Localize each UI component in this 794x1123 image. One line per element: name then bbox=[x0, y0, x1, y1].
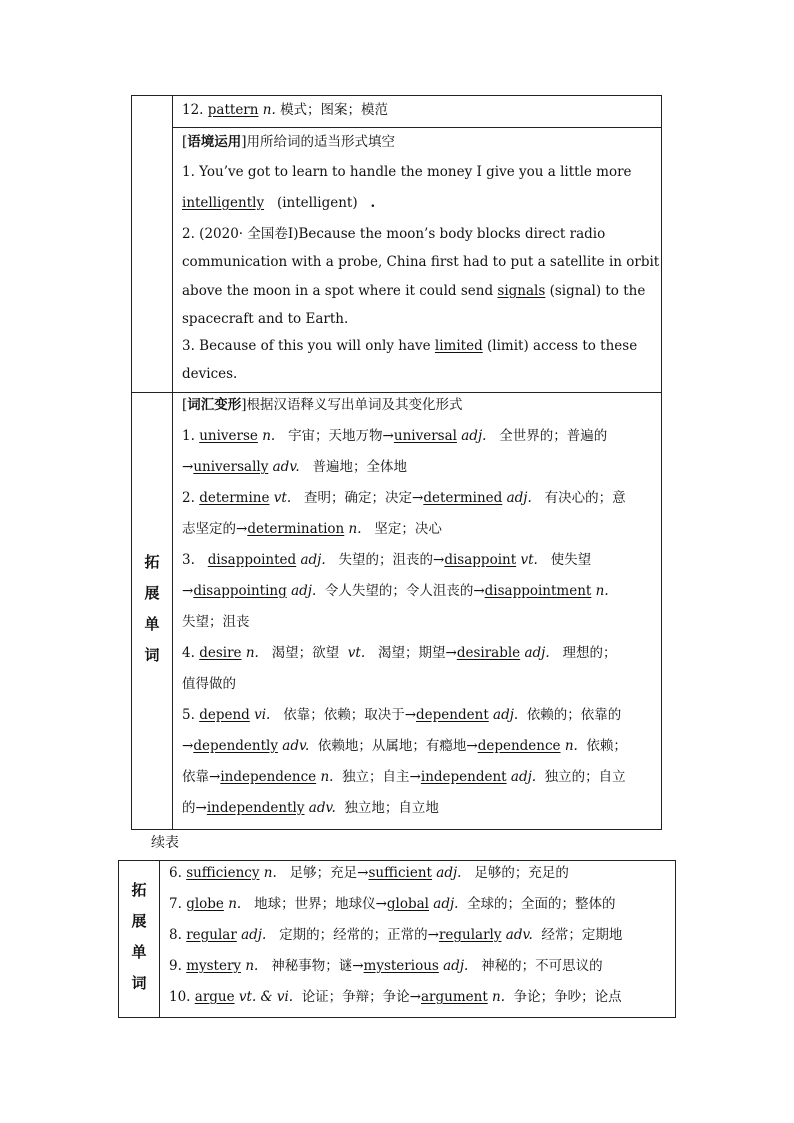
section-header-vocab bbox=[182, 396, 463, 414]
meaning: 理想的； bbox=[562, 645, 617, 661]
part-of-speech: adj. bbox=[436, 865, 462, 881]
answer-word: determined bbox=[423, 490, 503, 506]
meaning: 渴望；期望→ bbox=[378, 645, 457, 661]
answer-blank: intelligently bbox=[182, 195, 265, 211]
bracket: [ bbox=[182, 397, 188, 413]
answer-word: regular bbox=[186, 927, 237, 943]
vocab-2-line-2 bbox=[182, 520, 442, 538]
part-of-speech: n. bbox=[262, 102, 276, 118]
part-of-speech: vt. bbox=[347, 645, 366, 661]
answer-word: independently bbox=[206, 800, 305, 816]
side-label-char: 展 bbox=[144, 584, 160, 602]
part-of-speech: n. bbox=[228, 896, 242, 912]
vocab-8 bbox=[169, 926, 622, 944]
meaning: 依赖； bbox=[586, 738, 627, 754]
part-of-speech: adj. bbox=[461, 428, 487, 444]
meaning: 足够的；充足的 bbox=[474, 865, 569, 881]
meaning: 全球的；全面的；整体的 bbox=[467, 896, 616, 912]
meaning: 独立的；自立 bbox=[544, 769, 626, 785]
meaning: 依靠→ bbox=[182, 769, 221, 785]
entry-number: 1. bbox=[182, 428, 195, 444]
answer-word: argument bbox=[421, 989, 488, 1005]
answer-blank: signals bbox=[497, 283, 546, 299]
side-label-char: 词 bbox=[131, 974, 147, 992]
row-divider bbox=[132, 392, 661, 393]
vocab-3-line-1 bbox=[182, 551, 591, 569]
part-of-speech: adj. bbox=[300, 552, 326, 568]
vocab-2-line-1 bbox=[182, 489, 626, 507]
vocab-table-main bbox=[131, 95, 662, 830]
answer-word: disappointment bbox=[484, 583, 592, 599]
vocab-5-line-3 bbox=[182, 768, 626, 786]
row-divider bbox=[172, 127, 661, 128]
part-of-speech: n. bbox=[245, 645, 259, 661]
part-of-speech: adv. bbox=[272, 459, 300, 475]
entry-number: 2. bbox=[182, 490, 195, 506]
entry-word: pattern bbox=[207, 102, 259, 118]
answer-word: universe bbox=[199, 428, 258, 444]
entry-number: 10. bbox=[169, 989, 191, 1005]
meaning: 令人失望的；令人沮丧的→ bbox=[324, 583, 485, 599]
part-of-speech: adj. bbox=[524, 645, 550, 661]
answer-word: dependence bbox=[477, 738, 561, 754]
part-of-speech: n. bbox=[262, 428, 276, 444]
part-of-speech: adj. bbox=[433, 896, 459, 912]
meaning: 查明；确定；决定→ bbox=[304, 490, 424, 506]
meaning: 定期的；经常的；正常的→ bbox=[279, 927, 439, 943]
vocab-5-line-4 bbox=[182, 799, 439, 817]
section-header-context bbox=[182, 133, 395, 151]
meaning: 有决心的；意 bbox=[544, 490, 626, 506]
entry-number: 5. bbox=[182, 707, 195, 723]
header-rest: ]用所给词的适当形式填空 bbox=[241, 134, 396, 150]
vocab-1-line-2 bbox=[182, 458, 407, 476]
exercise-2-line-2: communication with a probe, China first had to put a satellite in orbit bbox=[182, 254, 660, 270]
continued-table-caption: 续表 bbox=[151, 835, 179, 851]
exercise-3-line-1 bbox=[182, 337, 637, 355]
vocab-4-line-2: 值得做的 bbox=[182, 676, 236, 692]
vocab-3-line-3: 失望；沮丧 bbox=[182, 614, 250, 630]
answer-word: sufficiency bbox=[186, 865, 260, 881]
answer-word: desire bbox=[199, 645, 242, 661]
answer-word: determine bbox=[199, 490, 270, 506]
vocab-1-line-1 bbox=[182, 427, 607, 445]
meaning: 失望的；沮丧的→ bbox=[338, 552, 445, 568]
side-label-char: 单 bbox=[144, 615, 160, 633]
exercise-1-line-1: 1. You’ve got to learn to handle the money I give you a little more bbox=[182, 164, 632, 180]
part-of-speech: n. bbox=[564, 738, 578, 754]
entry-number: 3. bbox=[182, 552, 195, 568]
entry-meaning: 模式；图案；模范 bbox=[280, 102, 389, 118]
answer-word: independent bbox=[420, 769, 507, 785]
answer-word: determination bbox=[247, 521, 345, 537]
part-of-speech: adj. bbox=[443, 958, 469, 974]
meaning: 独立；自主→ bbox=[342, 769, 421, 785]
answer-word: disappointed bbox=[207, 552, 297, 568]
header-bold: 词汇变形 bbox=[187, 397, 242, 413]
arrow: → bbox=[182, 459, 194, 475]
text: (limit) access to these bbox=[487, 338, 638, 354]
hint: (intelligent) bbox=[276, 195, 358, 211]
entry-number: 8. bbox=[169, 927, 182, 943]
header-bold: 语境运用 bbox=[187, 134, 242, 150]
answer-word: argue bbox=[194, 989, 235, 1005]
meaning: 志坚定的→ bbox=[182, 521, 248, 537]
part-of-speech: adj. bbox=[510, 769, 537, 785]
meaning: 地球；世界；地球仪→ bbox=[254, 896, 387, 912]
meaning: 神秘事物；谜→ bbox=[271, 958, 364, 974]
vocab-table-continued bbox=[118, 860, 676, 1018]
part-of-speech: adj. bbox=[241, 927, 267, 943]
entry-number: 6. bbox=[169, 865, 182, 881]
bracket: [ bbox=[182, 134, 188, 150]
part-of-speech: adv. bbox=[282, 738, 310, 754]
answer-word: depend bbox=[199, 707, 250, 723]
answer-word: disappointing bbox=[193, 583, 287, 599]
text: 3. Because of this you will only have bbox=[182, 338, 431, 354]
column-divider bbox=[159, 861, 160, 1017]
meaning: 全世界的；普遍的 bbox=[499, 428, 608, 444]
vocab-6 bbox=[169, 864, 569, 882]
part-of-speech: vt. & vi. bbox=[238, 989, 294, 1005]
text: above the moon in a spot where it could send bbox=[182, 283, 494, 299]
period: . bbox=[370, 195, 376, 211]
vocab-3-line-2 bbox=[182, 582, 609, 600]
part-of-speech: adv. bbox=[505, 927, 533, 943]
part-of-speech: adj. bbox=[506, 490, 532, 506]
entry-number: 7. bbox=[169, 896, 182, 912]
entry-number: 9. bbox=[169, 958, 182, 974]
meaning: 依赖的；依靠的 bbox=[526, 707, 622, 723]
meaning: 依赖地；从属地；有瘾地→ bbox=[317, 738, 478, 754]
exercise-2-line-4: spacecraft and to Earth. bbox=[182, 311, 349, 327]
side-label-char: 词 bbox=[144, 646, 160, 664]
vocab-5-line-2 bbox=[182, 737, 627, 755]
meaning: 渴望；欲望 bbox=[271, 645, 340, 661]
entry-number: 4. bbox=[182, 645, 195, 661]
vocab-9 bbox=[169, 957, 603, 975]
answer-word: regularly bbox=[438, 927, 502, 943]
answer-word: independence bbox=[220, 769, 317, 785]
side-label-char: 拓 bbox=[144, 553, 160, 571]
part-of-speech: adj. bbox=[291, 583, 317, 599]
side-label-char: 展 bbox=[131, 912, 147, 930]
part-of-speech: vt. bbox=[273, 490, 292, 506]
part-of-speech: vt. bbox=[520, 552, 538, 568]
vocab-5-line-1 bbox=[182, 706, 621, 724]
arrow: → bbox=[182, 583, 194, 599]
part-of-speech: n. bbox=[263, 865, 277, 881]
exercise-2-line-3 bbox=[182, 282, 645, 300]
meaning: 独立地；自立地 bbox=[344, 800, 439, 816]
answer-word: desirable bbox=[456, 645, 521, 661]
meaning: 的→ bbox=[182, 800, 207, 816]
column-divider bbox=[172, 96, 173, 829]
text: (signal) to the bbox=[549, 283, 646, 299]
part-of-speech: n. bbox=[492, 989, 506, 1005]
part-of-speech: n. bbox=[245, 958, 259, 974]
meaning: 宇宙；天地万物→ bbox=[288, 428, 394, 444]
side-label-char: 单 bbox=[131, 943, 147, 961]
answer-word: global bbox=[386, 896, 429, 912]
vocab-7 bbox=[169, 895, 616, 913]
part-of-speech: n. bbox=[595, 583, 609, 599]
answer-word: disappoint bbox=[444, 552, 517, 568]
meaning: 神秘的；不可思议的 bbox=[481, 958, 603, 974]
answer-word: universally bbox=[193, 459, 269, 475]
side-label-char: 拓 bbox=[131, 881, 147, 899]
answer-word: mysterious bbox=[363, 958, 439, 974]
answer-word: sufficient bbox=[368, 865, 432, 881]
meaning: 坚定；决心 bbox=[374, 521, 442, 537]
vocab-4-line-1 bbox=[182, 644, 616, 662]
answer-word: universal bbox=[393, 428, 457, 444]
meaning: 普遍地；全体地 bbox=[312, 459, 408, 475]
meaning: 争论；争吵；论点 bbox=[513, 989, 622, 1005]
exercise-1-line-2 bbox=[182, 194, 375, 212]
exercise-2-line-1: 2. (2020· 全国卷Ⅰ)Because the moon’s body blocks direct radio bbox=[182, 226, 606, 242]
part-of-speech: n. bbox=[348, 521, 362, 537]
answer-word: globe bbox=[186, 896, 224, 912]
meaning: 依靠；依赖；取决于→ bbox=[283, 707, 417, 723]
part-of-speech: adv. bbox=[308, 800, 336, 816]
answer-word: dependently bbox=[193, 738, 278, 754]
entry-number: 12. bbox=[182, 102, 204, 118]
meaning: 足够；充足→ bbox=[289, 865, 369, 881]
meaning: 经常；定期地 bbox=[541, 927, 623, 943]
answer-word: mystery bbox=[186, 958, 242, 974]
answer-word: dependent bbox=[416, 707, 489, 723]
part-of-speech: adj. bbox=[493, 707, 519, 723]
part-of-speech: n. bbox=[320, 769, 334, 785]
exercise-3-line-2: devices. bbox=[182, 366, 238, 382]
part-of-speech: vi. bbox=[254, 707, 271, 723]
meaning: 使失望 bbox=[550, 552, 592, 568]
arrow: → bbox=[182, 738, 194, 754]
meaning: 论证；争辩；争论→ bbox=[301, 989, 421, 1005]
answer-blank: limited bbox=[434, 338, 483, 354]
word-entry-pattern bbox=[182, 101, 388, 119]
header-rest: ]根据汉语释义写出单词及其变化形式 bbox=[241, 397, 463, 413]
vocab-10 bbox=[169, 988, 622, 1006]
